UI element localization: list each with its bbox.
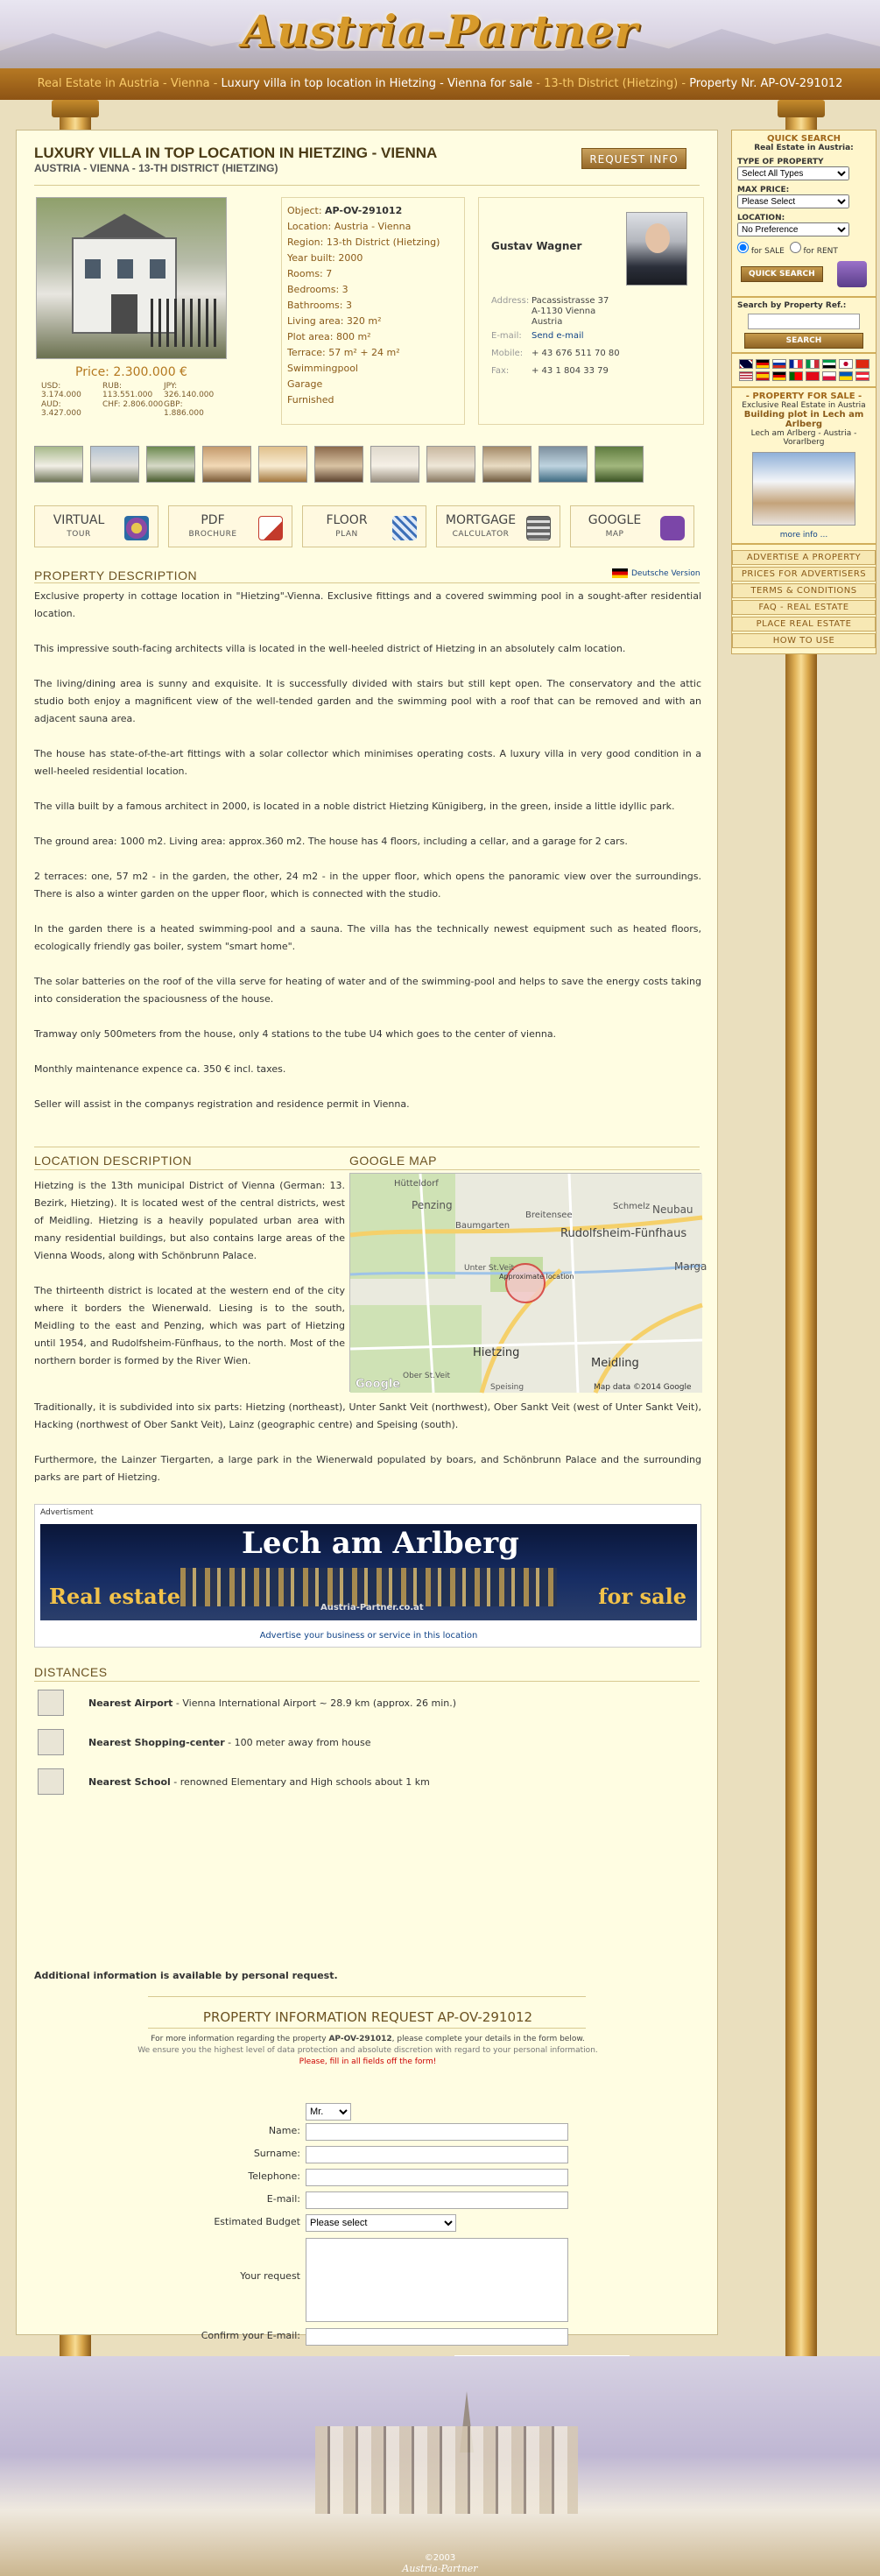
location-description-heading: LOCATION DESCRIPTION bbox=[34, 1154, 193, 1168]
pdf-brochure-button[interactable] bbox=[168, 505, 292, 547]
thumbnail[interactable] bbox=[370, 446, 419, 483]
flag-uk-icon[interactable] bbox=[739, 359, 753, 369]
featured-property bbox=[732, 386, 876, 545]
fact-extra: Garage bbox=[287, 378, 323, 390]
search-magnifier-icon bbox=[837, 261, 867, 287]
description-paragraph: The house has state-of-the-art fittings with a solar collector which minimises operating costs. A luxury villa in very good condition in a well-heeled residential location. bbox=[34, 748, 701, 777]
location-description-text bbox=[34, 1177, 345, 1387]
featured-name[interactable]: Building plot in Lech am Arlberg bbox=[743, 410, 864, 429]
fact-location: Location: Austria - Vienna bbox=[287, 221, 412, 232]
map-label: Breitensee bbox=[525, 1210, 573, 1220]
request-info-button[interactable]: REQUEST INFO bbox=[581, 148, 686, 169]
floor-plan-button[interactable] bbox=[302, 505, 426, 547]
ref-search-label: Search by Property Ref.: bbox=[737, 301, 847, 310]
confirm-email-label: Confirm your E-mail: bbox=[201, 2330, 300, 2341]
featured-title: - PROPERTY FOR SALE - bbox=[745, 392, 862, 401]
tour-icon bbox=[124, 516, 149, 540]
fact-rooms: Rooms: 7 bbox=[287, 268, 333, 279]
distance-label: Nearest Airport bbox=[88, 1697, 173, 1709]
breadcrumb: Real Estate in Austria - Vienna - Luxury villa in top location in Hietzing - Vienna for sale - 13-th District (Hietzing) - Property Nr. AP-OV-291012 bbox=[0, 68, 880, 100]
fact-extra: Furnished bbox=[287, 394, 334, 406]
thumbnail[interactable] bbox=[539, 446, 588, 483]
agent-mobile bbox=[491, 349, 620, 359]
ref-search bbox=[732, 298, 876, 354]
property-tools bbox=[34, 505, 694, 547]
for-rent-label: for RENT bbox=[803, 247, 838, 256]
map-icon bbox=[660, 516, 685, 540]
agent-avatar bbox=[626, 212, 687, 286]
featured-image[interactable] bbox=[752, 452, 855, 526]
map-label: Marga bbox=[674, 1260, 708, 1273]
location-paragraph: Traditionally, it is subdivided into six parts: Hietzing (northeast), Unter Sankt Veit (northwest), Ober Sankt Veit (west of Unter Sankt Veit), Hacking (northwest of Ober Sankt Veit), Lainz (geographic centre) and Speising (south). bbox=[34, 1401, 701, 1430]
fact-bedrooms: Bedrooms: 3 bbox=[287, 284, 348, 295]
breadcrumb-item[interactable]: Vienna bbox=[170, 77, 210, 90]
flag-it-icon[interactable] bbox=[806, 359, 820, 369]
agent-email bbox=[491, 331, 584, 342]
agent-address-label: Address: bbox=[491, 296, 530, 306]
site-header bbox=[0, 0, 880, 68]
banner-title: Lech am Arlberg bbox=[242, 1526, 519, 1561]
pdf-icon bbox=[258, 516, 283, 540]
telephone-row bbox=[17, 2168, 719, 2187]
distance-text: - renowned Elementary and High schools about 1 km bbox=[170, 1775, 430, 1788]
max-price-select[interactable] bbox=[737, 194, 849, 208]
for-sale-label: for SALE bbox=[750, 247, 785, 256]
map-label: Neubau bbox=[652, 1203, 693, 1216]
flag-tr-icon[interactable] bbox=[806, 371, 820, 381]
photo-window bbox=[85, 259, 101, 279]
map-label: Hietzing bbox=[473, 1346, 520, 1359]
form-intro bbox=[17, 2035, 719, 2043]
site-footer bbox=[0, 2356, 880, 2576]
map-label: Hütteldorf bbox=[394, 1179, 439, 1189]
nav-terms[interactable]: TERMS & CONDITIONS bbox=[732, 583, 876, 598]
shopping-cart-icon bbox=[38, 1729, 64, 1755]
for-sale-radio[interactable] bbox=[737, 242, 749, 253]
location-label: LOCATION: bbox=[737, 214, 785, 222]
currency-table bbox=[41, 382, 225, 418]
flag-ru-icon[interactable] bbox=[772, 359, 786, 369]
property-type-select[interactable] bbox=[737, 166, 849, 180]
breadcrumb-item[interactable]: Real Estate in Austria bbox=[37, 77, 159, 90]
breadcrumb-item[interactable]: 13-th District (Hietzing) bbox=[544, 77, 679, 90]
ref-search-button[interactable]: SEARCH bbox=[744, 333, 863, 349]
featured-more-link[interactable]: more info ... bbox=[779, 531, 828, 540]
fact-extra: Swimmingpool bbox=[287, 363, 358, 374]
description-paragraph: The villa built by a famous architect in 2000, is located in a noble district Hietzing Künigiberg, in the green, inside a little idyllic park. bbox=[34, 801, 675, 812]
google-map-button[interactable] bbox=[570, 505, 694, 547]
advertisement-label: Advertisment bbox=[40, 1508, 94, 1517]
nav-advertise[interactable]: ADVERTISE A PROPERTY bbox=[732, 550, 876, 565]
send-email-link[interactable]: Send e-mail bbox=[532, 331, 584, 341]
request-label: Your request bbox=[240, 2270, 300, 2282]
flag-ae-icon[interactable] bbox=[822, 359, 836, 369]
map-label: Speising bbox=[490, 1383, 524, 1392]
currency-value: JPY: 326.140.000 bbox=[164, 382, 215, 399]
divider bbox=[34, 1681, 700, 1682]
tool-label: MORTGAGE bbox=[445, 513, 517, 527]
agent-fax-label: Fax: bbox=[491, 366, 510, 376]
flag-us-icon[interactable] bbox=[739, 371, 753, 381]
featured-subtitle: Exclusive Real Estate in Austria bbox=[742, 401, 866, 410]
tool-sublabel: PLAN bbox=[335, 530, 358, 539]
mortgage-calculator-button[interactable] bbox=[436, 505, 560, 547]
thumbnail[interactable] bbox=[426, 446, 475, 483]
distance-school bbox=[38, 1768, 430, 1795]
map-label: Penzing bbox=[412, 1199, 453, 1211]
budget-label: Estimated Budget bbox=[214, 2216, 300, 2227]
banner-town-image bbox=[180, 1568, 557, 1606]
page-subtitle: AUSTRIA - VIENNA - 13-TH DISTRICT (HIETZING) bbox=[34, 162, 278, 174]
property-type-label: TYPE OF PROPERTY bbox=[737, 158, 824, 166]
flag-pt-icon[interactable] bbox=[789, 371, 803, 381]
currency-value: CHF: 2.806.000 bbox=[102, 400, 164, 409]
german-version-link[interactable] bbox=[612, 568, 700, 578]
location-select[interactable] bbox=[737, 222, 849, 236]
form-required-note: Please, fill in all fields off the form! bbox=[299, 2057, 437, 2066]
for-rent-radio[interactable] bbox=[790, 242, 801, 253]
max-price-label: MAX PRICE: bbox=[737, 186, 790, 194]
quick-search-actions bbox=[741, 261, 867, 287]
advertisement bbox=[34, 1504, 701, 1648]
agent-mobile-value: + 43 676 511 70 80 bbox=[532, 349, 620, 358]
divider bbox=[148, 1996, 586, 1997]
thumbnail[interactable] bbox=[146, 446, 195, 483]
thumbnail[interactable] bbox=[202, 446, 251, 483]
fact-region: Region: 13-th District (Hietzing) bbox=[287, 236, 440, 248]
request-textarea[interactable] bbox=[306, 2238, 568, 2322]
form-privacy: We ensure you the highest level of data protection and absolute discretion with regard to your personal information. bbox=[137, 2046, 598, 2055]
nav-prices[interactable]: PRICES FOR ADVERTISERS bbox=[732, 567, 876, 582]
tool-sublabel: TOUR bbox=[67, 530, 91, 539]
property-price: Price: 2.300.000 € bbox=[75, 365, 187, 379]
fact-object-label: Object: bbox=[287, 205, 322, 216]
ref-search-input[interactable] bbox=[748, 314, 860, 329]
agent-name: Gustav Wagner bbox=[491, 240, 582, 252]
map-label: Ober St.Veit bbox=[403, 1372, 451, 1380]
currency-value: GBP: 1.886.000 bbox=[164, 400, 204, 418]
quick-search-title: QUICK SEARCH bbox=[766, 134, 841, 144]
description-paragraph: 2 terraces: one, 57 m2 - in the garden, the other, 24 m2 - in the upper floor, which opens the panoramic view over the surroundings. There is also a winter garden on the upper floor, which is connected with the studio. bbox=[34, 871, 701, 900]
salutation-select[interactable] bbox=[306, 2103, 351, 2121]
school-icon bbox=[38, 1768, 64, 1795]
nav-faq[interactable]: FAQ - REAL ESTATE bbox=[732, 600, 876, 615]
form-intro-id: AP-OV-291012 bbox=[328, 2035, 392, 2043]
flag-de-icon[interactable] bbox=[756, 359, 770, 369]
description-paragraph: The ground area: 1000 m2. Living area: approx.360 m2. The house has 4 floors, including a cellar, and a garage for 2 cars. bbox=[34, 836, 628, 847]
fact-bathrooms: Bathrooms: 3 bbox=[287, 300, 352, 311]
telephone-label: Telephone: bbox=[248, 2170, 300, 2182]
distance-shopping bbox=[38, 1729, 370, 1755]
advertisement-banner[interactable] bbox=[40, 1524, 697, 1620]
email-label: E-mail: bbox=[266, 2193, 300, 2205]
thumbnail[interactable] bbox=[482, 446, 532, 483]
photo-door bbox=[111, 294, 137, 334]
fact-terrace: Terrace: 57 m² + 24 m² bbox=[287, 347, 400, 358]
featured-location: Lech am Arlberg - Austria - Vorarlberg bbox=[750, 429, 857, 447]
breadcrumb-current: Luxury villa in top location in Hietzing - Vienna for sale bbox=[221, 77, 533, 90]
telephone-input[interactable] bbox=[306, 2169, 568, 2186]
quick-search-button[interactable]: QUICK SEARCH bbox=[741, 266, 823, 282]
description-paragraph: Tramway only 500meters from the house, only 4 stations to the tube U4 which goes to the center of vienna. bbox=[34, 1028, 557, 1040]
google-map[interactable] bbox=[349, 1173, 708, 1392]
location-paragraph: The thirteenth district is located at the western end of the city where it borders the Wienerwald. Liesing is to the south, Meidling to the east and Penzing, which was part of Hietzing until 1954, and Rudolfsheim-Fünfhaus, to the north. Most of the northern border is formed by the River Wien. bbox=[34, 1285, 345, 1366]
fact-living-area: Living area: 320 m² bbox=[287, 315, 382, 327]
quick-search bbox=[732, 131, 876, 298]
photo-window bbox=[150, 259, 165, 279]
quick-search-subtitle: Real Estate in Austria: bbox=[754, 144, 854, 152]
banner-right-text: for sale bbox=[598, 1584, 686, 1609]
airport-icon bbox=[38, 1690, 64, 1716]
sale-rent-toggle bbox=[737, 242, 870, 256]
divider bbox=[148, 2028, 586, 2029]
fact-year-built: Year built: 2000 bbox=[287, 252, 363, 264]
form-intro-text: , please complete your details in the form below. bbox=[391, 2035, 585, 2043]
distance-text: - Vienna International Airport ~ 28.9 km (approx. 26 min.) bbox=[172, 1697, 457, 1709]
map-canvas bbox=[350, 1174, 708, 1393]
tool-sublabel: MAP bbox=[605, 530, 624, 539]
description-paragraph: The solar batteries on the roof of the villa serve for heating of water and of the swimming-pool and helps to save the energy costs taking into consideration the spaciousness of the house. bbox=[34, 976, 701, 1005]
flag-at-icon[interactable] bbox=[855, 371, 869, 381]
location-paragraph: Furthermore, the Lainzer Tiergarten, a large park in the Wienerwald populated by boars, and Schönbrunn Palace and the surrounding parks are part of Hietzing. bbox=[34, 1454, 701, 1483]
budget-row bbox=[17, 2213, 719, 2233]
agent-address-line: Austria bbox=[532, 317, 563, 327]
photo-fence bbox=[151, 299, 221, 347]
location-paragraph: Hietzing is the 13th municipal District of Vienna (German: 13. Bezirk, Hietzing). It is located west of the central districts, west of Meidling. Hietzing is a heavily populated urban area with many residential buildings, but also contains large areas of the Vienna Woods, along with Schönbrunn Palace. bbox=[34, 1180, 345, 1261]
property-facts bbox=[281, 197, 465, 425]
divider bbox=[34, 1169, 700, 1170]
tool-sublabel: BROCHURE bbox=[188, 530, 237, 539]
agent-fax bbox=[491, 366, 609, 377]
footer-logo: Austria-Partner bbox=[402, 2563, 478, 2574]
tool-label: VIRTUAL bbox=[53, 513, 105, 527]
calculator-icon bbox=[526, 516, 551, 540]
property-description-text bbox=[34, 588, 701, 1131]
banner-left-text: Real estate bbox=[49, 1584, 181, 1609]
map-label: Baumgarten bbox=[455, 1221, 510, 1231]
name-label: Name: bbox=[268, 2125, 300, 2136]
flag-cn-icon[interactable] bbox=[855, 359, 869, 369]
banner-site: Austria-Partner.co.at bbox=[320, 1603, 424, 1613]
currency-value: RUB: 113.551.000 bbox=[102, 382, 153, 399]
flag-pl-icon[interactable] bbox=[822, 371, 836, 381]
google-logo: Google bbox=[356, 1378, 401, 1391]
thumbnail[interactable] bbox=[34, 446, 83, 483]
thumbnail[interactable] bbox=[595, 446, 644, 483]
google-map-heading: GOOGLE MAP bbox=[349, 1154, 437, 1168]
distance-label: Nearest Shopping-center bbox=[88, 1736, 225, 1748]
map-label: Meidling bbox=[591, 1357, 639, 1370]
budget-select[interactable] bbox=[306, 2214, 456, 2232]
language-flags bbox=[732, 354, 876, 386]
distances-heading: DISTANCES bbox=[34, 1665, 108, 1679]
german-version-label: Deutsche Version bbox=[631, 568, 700, 578]
map-label: Rudolfsheim-Fünfhaus bbox=[560, 1227, 687, 1240]
description-paragraph: The living/dining area is sunny and exquisite. It is successfully divided with stairs but still kept open. The conservatory and the attic studio both enjoy a magnificent view of the well-tended garden and the swimming pool with a roof that can be removed and with an adjacent sauna area. bbox=[34, 678, 701, 724]
main-property-photo[interactable] bbox=[36, 197, 227, 359]
currency-value: AUD: 3.427.000 bbox=[41, 400, 81, 418]
fact-object-value: AP-OV-291012 bbox=[325, 205, 403, 216]
photo-thumbnails bbox=[34, 446, 644, 483]
flag-ua-icon[interactable] bbox=[839, 371, 853, 381]
breadcrumb-property-nr: Property Nr. AP-OV-291012 bbox=[689, 77, 843, 90]
agent-card bbox=[478, 197, 704, 425]
surname-label: Surname: bbox=[253, 2148, 300, 2159]
fact-plot-area: Plot area: 800 m² bbox=[287, 331, 371, 342]
flag-es-icon[interactable] bbox=[756, 371, 770, 381]
virtual-tour-button[interactable] bbox=[34, 505, 158, 547]
agent-address bbox=[491, 296, 609, 328]
floor-plan-icon bbox=[392, 516, 417, 540]
tool-label: PDF bbox=[201, 513, 225, 527]
distance-label: Nearest School bbox=[88, 1775, 171, 1788]
advertise-link[interactable]: Advertise your business or service in this location bbox=[259, 1631, 478, 1641]
agent-address-line: A-1130 Vienna bbox=[532, 307, 596, 316]
site-logo[interactable]: Austria-Partner bbox=[242, 5, 638, 57]
description-paragraph: This impressive south-facing architects villa is located in the well-heeled district of Hietzing in an absolutely calm location. bbox=[34, 643, 626, 654]
sidebar bbox=[731, 130, 876, 654]
thumbnail[interactable] bbox=[258, 446, 307, 483]
map-label: Unter St.Veit bbox=[464, 1264, 515, 1273]
fact-object bbox=[287, 203, 459, 219]
distance-text: - 100 meter away from house bbox=[224, 1736, 371, 1748]
nav-place[interactable]: PLACE REAL ESTATE bbox=[732, 617, 876, 632]
page-title: LUXURY VILLA IN TOP LOCATION IN HIETZING - VIENNA bbox=[34, 145, 438, 161]
german-flag-icon bbox=[612, 568, 628, 578]
name-row bbox=[17, 2122, 719, 2142]
surname-row bbox=[17, 2145, 719, 2164]
surname-input[interactable] bbox=[306, 2146, 568, 2163]
photo-window bbox=[117, 259, 133, 279]
thumbnail[interactable] bbox=[314, 446, 363, 483]
divider bbox=[34, 185, 700, 186]
divider bbox=[34, 582, 700, 583]
location-description-more bbox=[34, 1399, 701, 1504]
flag-jp-icon[interactable] bbox=[839, 359, 853, 369]
form-intro-text: For more information regarding the property bbox=[151, 2035, 329, 2043]
agent-mobile-label: Mobile: bbox=[491, 349, 524, 358]
additional-info-note: Additional information is available by personal request. bbox=[34, 1970, 338, 1981]
description-paragraph: Monthly maintenance expence ca. 350 € incl. taxes. bbox=[34, 1063, 286, 1075]
email-input[interactable] bbox=[306, 2191, 568, 2209]
footer-village-image bbox=[315, 2426, 578, 2514]
agent-address-line: Pacassistrasse 37 bbox=[532, 296, 609, 306]
name-input[interactable] bbox=[306, 2123, 568, 2141]
email-row bbox=[17, 2191, 719, 2210]
description-paragraph: Exclusive property in cottage location in "Hietzing"-Vienna. Exclusive fittings and a covered swimming pool in a sought-after residential location. bbox=[34, 590, 701, 619]
confirm-email-input[interactable] bbox=[306, 2328, 568, 2346]
distance-airport bbox=[38, 1690, 456, 1716]
description-paragraph: Seller will assist in the companys registration and residence permit in Vienna. bbox=[34, 1098, 410, 1110]
tool-sublabel: CALCULATOR bbox=[452, 530, 510, 539]
flag-fr-icon[interactable] bbox=[789, 359, 803, 369]
map-copyright: Map data ©2014 Google bbox=[594, 1383, 692, 1392]
request-form-heading: PROPERTY INFORMATION REQUEST AP-OV-291012 bbox=[202, 2009, 533, 2025]
tool-label: GOOGLE bbox=[588, 513, 642, 527]
confirm-email-row bbox=[17, 2327, 719, 2347]
main-content bbox=[16, 130, 718, 2341]
currency-value: USD: 3.174.000 bbox=[41, 382, 81, 399]
flag-de2-icon[interactable] bbox=[772, 371, 786, 381]
agent-email-label: E-mail: bbox=[491, 331, 522, 341]
property-description-heading: PROPERTY DESCRIPTION bbox=[34, 568, 198, 582]
agent-fax-value: + 43 1 804 33 79 bbox=[532, 366, 609, 376]
description-paragraph: In the garden there is a heated swimming-pool and a sauna. The villa has the technically newest equipment such as heated floors, ecologically friendly gas boiler, system "smart home". bbox=[34, 923, 701, 952]
map-marker-label: Approximate location bbox=[499, 1273, 574, 1281]
footer-copyright: ©2003 bbox=[424, 2553, 456, 2563]
sidebar-nav bbox=[732, 545, 876, 653]
nav-how-to-use[interactable]: HOW TO USE bbox=[732, 633, 876, 648]
tool-label: FLOOR bbox=[326, 513, 368, 527]
thumbnail[interactable] bbox=[90, 446, 139, 483]
map-label: Schmelz bbox=[613, 1202, 651, 1211]
